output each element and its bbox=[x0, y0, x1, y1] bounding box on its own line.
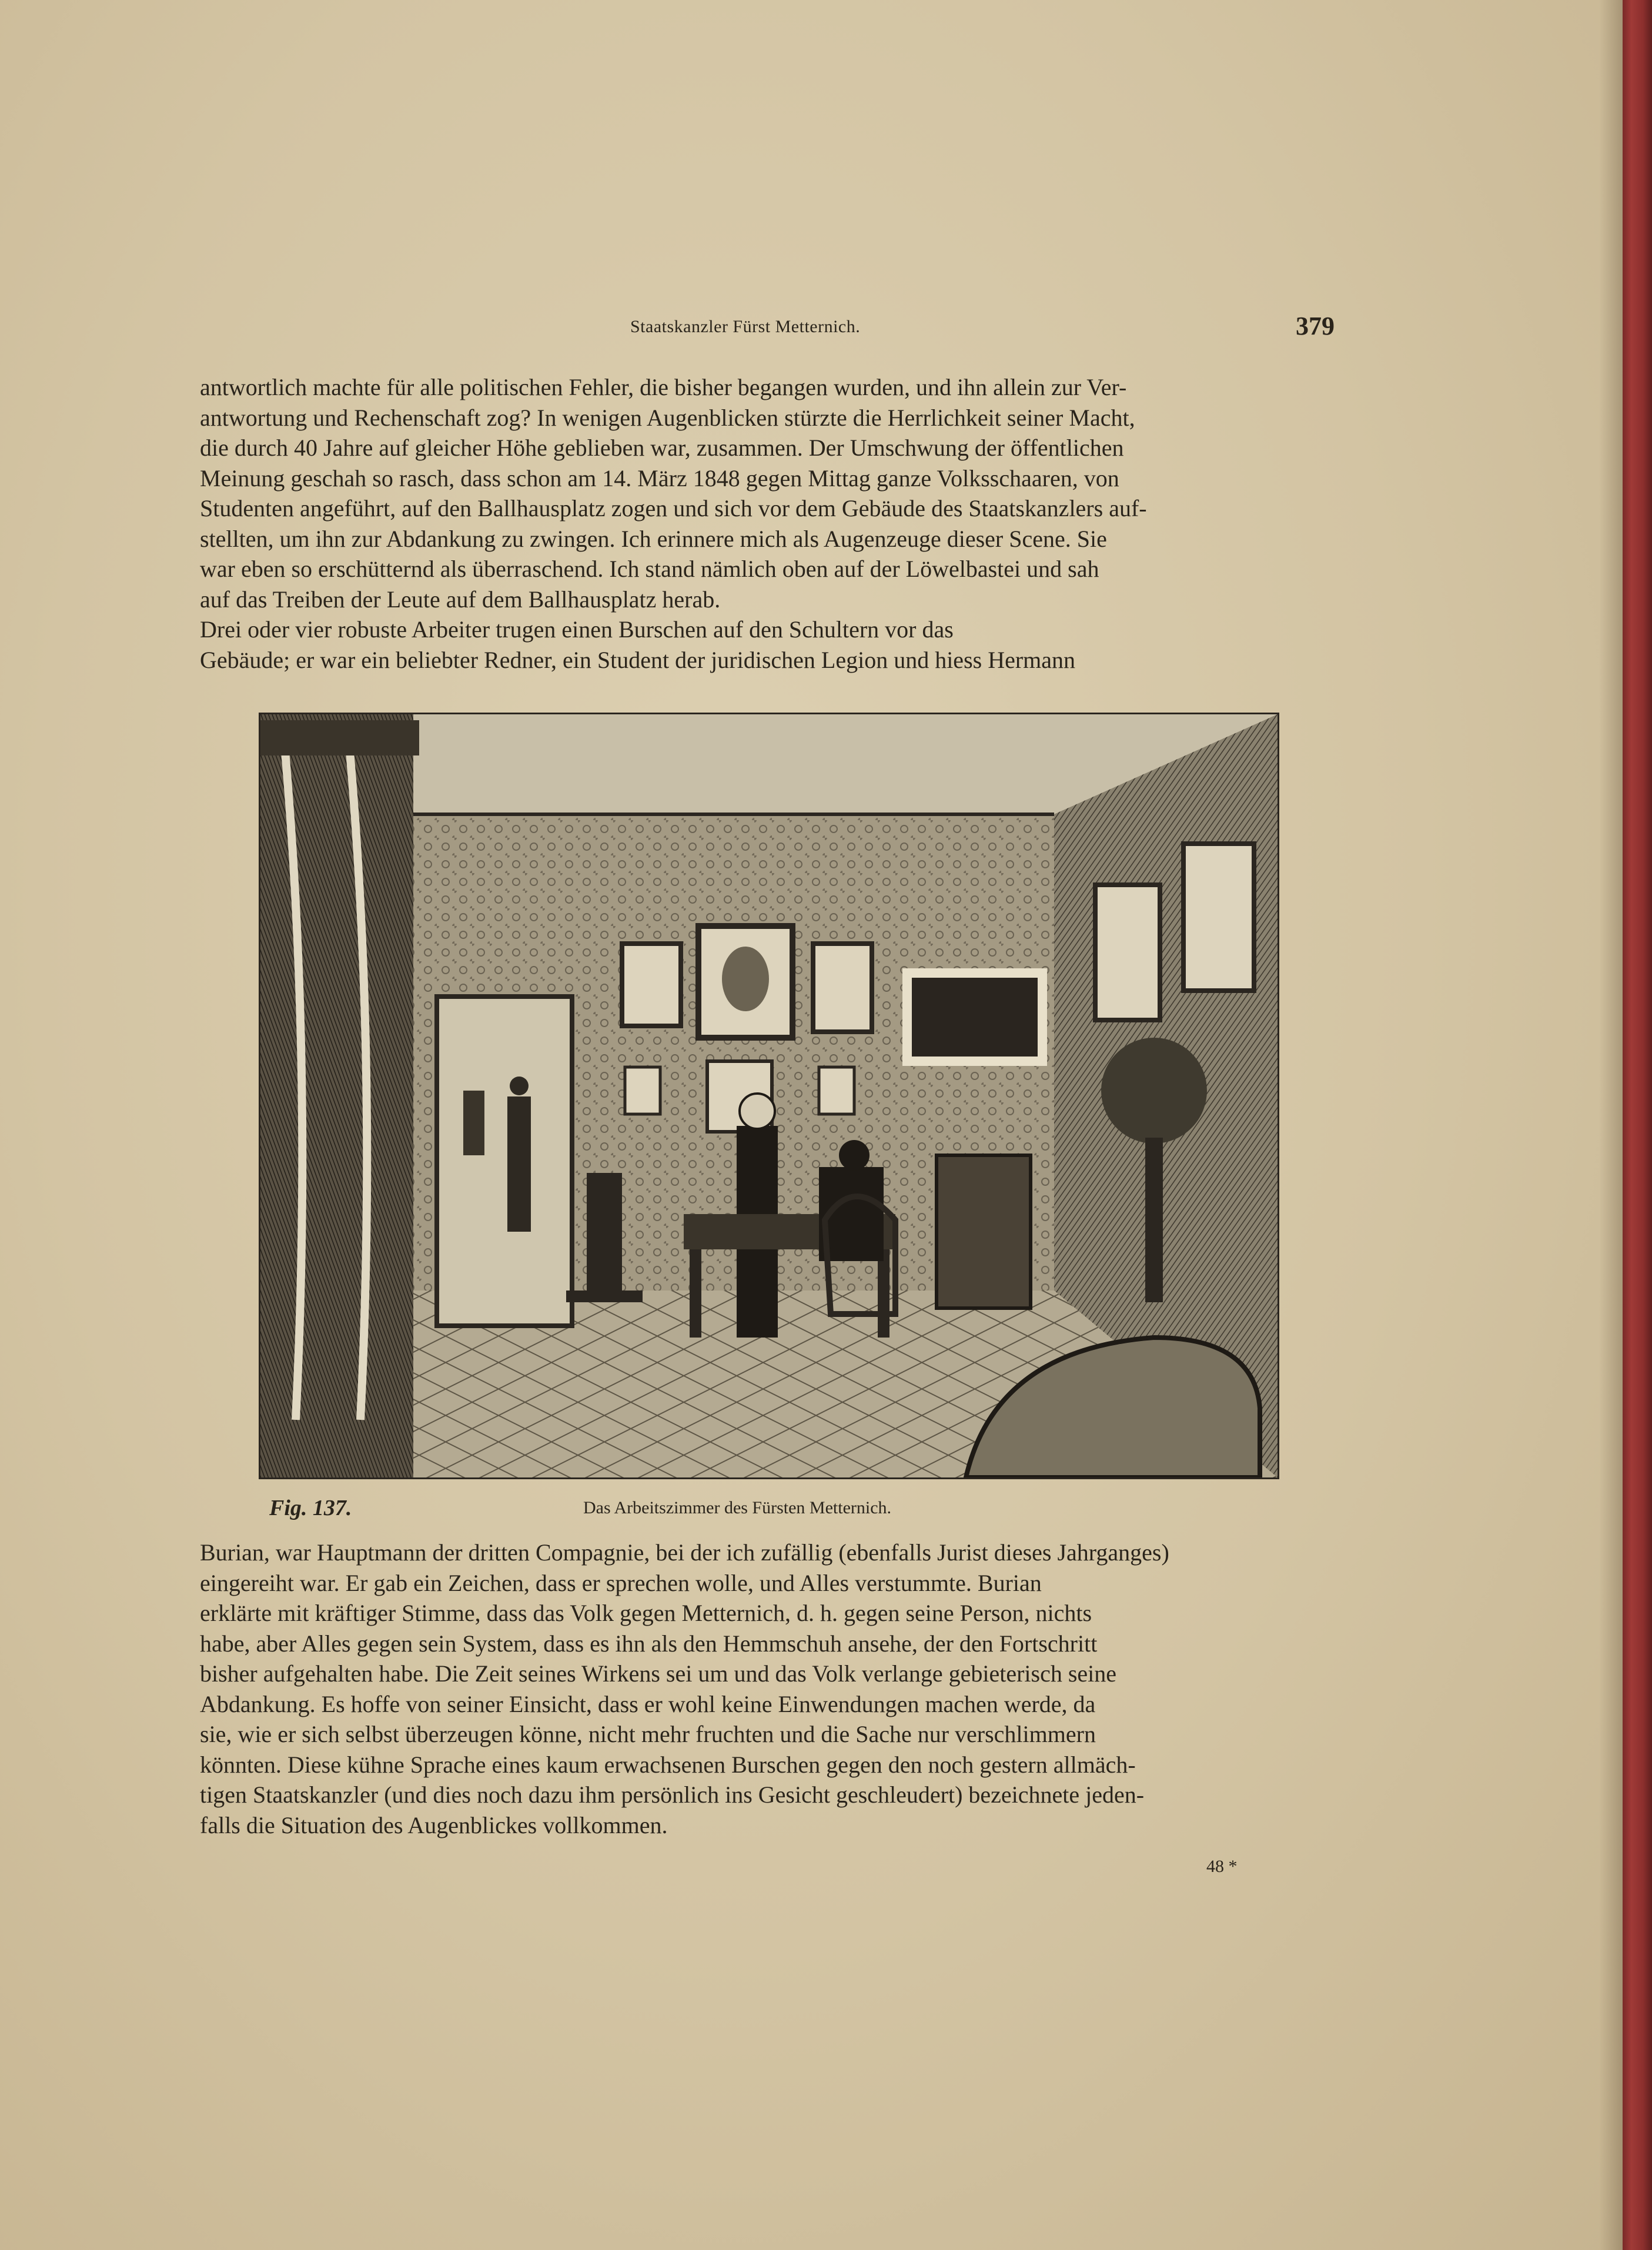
running-title: Staatskanzler Fürst Metternich. bbox=[630, 317, 861, 336]
page-header bbox=[200, 312, 1335, 350]
figure-caption: Das Arbeitszimmer des Fürsten Metternich. bbox=[583, 1498, 892, 1517]
engraving-drawing bbox=[260, 714, 1278, 1477]
paragraph-top: antwortlich machte für alle politischen Fehler, die bisher begangen wurden, und ihn allein zur Ver- antwortung und Rechenschaft zog? In wenigen Augenblicken stürzte die Herrlichkeit seiner Macht, die durch 40 Jahre auf gleicher Höhe geblieben war, zusammen. Der Umschwung der öffentlichen Meinung geschah so rasch, dass schon am 14. März 1848 gegen Mittag ganze Volksschaaren, von Studenten angeführt, auf den Ballhausplatz zogen und sich vor dem Gebäude des Staatskanzlers auf- stellten, um ihn zur Abdankung zu zwingen. Ich erinnere mich als Augenzeuge dieser Scene. Sie war eben so erschütternd als überraschend. Ich stand nämlich oben auf der Löwelbastei und sah auf das Treiben der Leute auf dem Ballhausplatz herab. Drei oder vier robuste Arbeiter trugen einen Burschen auf den Schultern vor das Gebäude; er war ein beliebter Redner, ein Student der juridischen Legion und hiess Hermann bbox=[200, 374, 1147, 673]
figure-label: Fig. 137. bbox=[269, 1496, 352, 1520]
paragraph-bottom: Burian, war Hauptmann der dritten Compagnie, bei der ich zufällig (ebenfalls Jurist dieses Jahrganges) eingereiht war. Er gab ein Zeichen, dass er sprechen wolle, und Alles verstummte. Burian erklärte mit kräftiger Stimme, dass das Volk gegen Metternich, d. h. gegen seine Person, nichts habe, aber Alles gegen sein System, dass es ihn als den Hemmschuh ansehe, der den Fortschritt bisher aufgehalten habe. Die Zeit seines Wirkens sei um und das Volk verlange gebieterisch seine Abdankung. Es hoffe von seiner Einsicht, dass er wohl keine Einwendungen machen werde, da sie, wie er sich selbst überzeugen könne, nicht mehr fruchten und die Sache nur verschlimmern könnten. Diese kühne Sprache eines kaum erwachsenen Burschen gegen den noch gestern allmäch- tigen Staatskanzler (und dies noch dazu ihm persönlich ins Gesicht geschleudert) bezeichnete jeden- falls die Situation des Augenblickes vollkommen. bbox=[200, 1539, 1169, 1838]
engraving-illustration bbox=[259, 713, 1279, 1479]
book-cover-edge bbox=[1623, 0, 1652, 2250]
page-gutter-shadow bbox=[1599, 0, 1623, 2250]
printer-signature: 48 * bbox=[1206, 1857, 1238, 1876]
page-number: 379 bbox=[1296, 312, 1335, 340]
